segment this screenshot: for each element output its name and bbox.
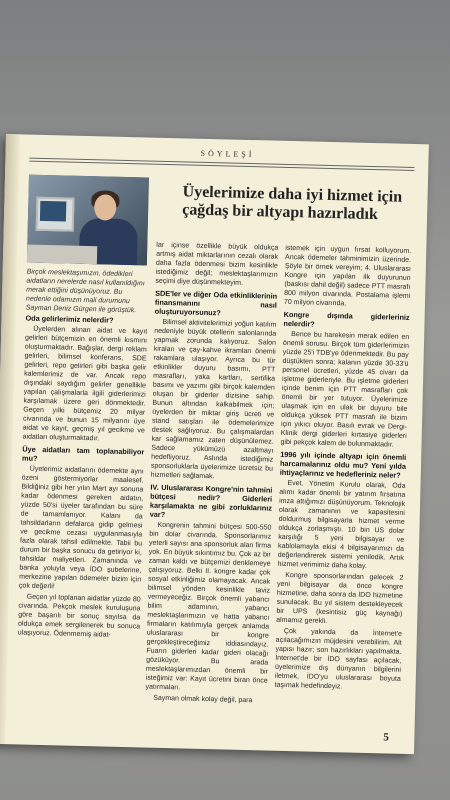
text-column-2 xyxy=(144,241,278,739)
answer-paragraph: Evet. Yönetim Kurulu olarak, Oda alımı kadar önemli bir yatırım fırsatına imza attığımızı düşünüyorum. Teknolojik olarak zamanının ve kapasitesini doldurmuş bilgisayarla hizmet verme oldukça zorlaşmıştı. 10 bin US dolar karşılığı 5 yeni bilgisayar ve kablolamayla ekisi 4 bilgisayarımızı da değerlendirerek sistemi yeniledik. Artık hizmet verimimiz daha kolay. xyxy=(277,479,406,570)
text-column-3 xyxy=(273,244,411,742)
answer-paragraph: Üyelerden alınan aidat ve kayıt gelirleri bütçemizin en önemli kısmını oluşturmaktadır. Bağışlar, dergi reklam gelirleri, bilimsel konferans, SDE gelirleri, repo gelirleri gibi başka gelir kalemlerimiz de var. Ancak repo dışındaki saydığım gelirler genellikle yapılan çalışmalarla ilgili giderlerimizi karşılamak üzere geri dönmektedir. Geçen yılki bütçemiz 20 milyar civarında ve bunun 15 milyarını üye aidat ve kayıt, geçmiş yıl gecikme ve aidatları oluşturmaktadır. xyxy=(22,325,148,443)
section-label: SÖYLEŞİ xyxy=(200,148,255,160)
answer-paragraph: Üyelerimiz aidatlarını ödemekte aynı özeni göstermiyorlar maalesef. Bildiğiniz gibi her yılın Mart ayı sonuna kadar ödenmesi gereken aidatın, yüzde 50'si üyeler tarafından bu süre de tamamlanıyor. Kalanı da tahsildarların defalarca gidip gelmesi ve gecikme cezası uygulanmasıyla fazla olarak tahsil edilmekte. Tabii bu durum bir başka sonucu da getiriyor ki, tahsildar maliyetleri. Zamanında ve banka yoluyla veya İDO şubelerine, merkezine yapılan ödemeler bizim için çok değerli! xyxy=(18,465,144,591)
question-heading: Kongre dışında giderleriniz nelerdir? xyxy=(283,309,410,329)
answer-paragraph: lar içinse özellikle büyük oldukça artmış aidat miktarlarının cezalı olarak daha fazla ödenmesi bizim kesinlikle istediğimiz değil; meslektaşlarımızın seçimi diye düşünmekteyim. xyxy=(155,241,279,287)
question-heading: 1996 yılı içinde altyapı için önemli harcamalarınız oldu mu? Yeni yılda ihtiyaçlarınız ve hedefleriniz neler? xyxy=(279,449,407,480)
interview-photo xyxy=(27,175,149,266)
answer-paragraph: istemek için uygun fırsat kolluyorum. Ancak ödemeler tahminimizin üzerinde. Şöyle bir örnek vereyim; 4. Uluslararası Kongre için yapılan ilk duyurunun (baskısı dahil değil) sadece PTT masrafı 800 milyon civarında. Postalama işlemi 70 milyon civarında. xyxy=(283,244,412,308)
answer-paragraph: Bence bu harekesin merak edilen en önemli sorusu. Birçok tüm giderlerimizin yüzde 25'i TDB'ye ödenmektedir. Bu pay düştükten sonra; kalanın yüzde 30-33'ü personel ücretleri, yüzde 45 civarı da işletme giderleriyle. Bu işletme giderleri içinde benim için PTT masrafları çok önemli bir yer tutuyor. Üyelerimize ulaşmak için en ulak bir duyuru bile oldukça yüksek PTT masrafı ile bizim için yıkıcı oluyor. Basılı evrak ve Dergi-Klinik dergi giderleri kırtasiye giderleri gibi pekçok kalem de bulunmaktadır. xyxy=(280,331,410,449)
answer-paragraph: Kongrenin tahmini bütçesi 500-550 bin dolar civarında. Sponsorlarımız yeterli sayısı ana sponsorluk alan firma yok. En büyük sıkıntımız bu. Çok az bir zaman kaldı ve bütçemizi denklemeye çalışıyoruz. Belki II. kongre kadar çok sosyal etkinliğimiz olamayacak. Ancak bilimsel yönden kesinlikle taviz vermeyeceğiz. Birçok önemli yabancı bilim adamının, yabancı meslektaşlarımızın ve hatta yabancı firmaların katılımıyla gerçek anlamda uluslararası bir kongre gerçekleştireceğimiz iddiasındayız. Fuarın giderleri kadar gideri olacağı gözüküyor. Bu arada meslektaşlarımızdan önemli bir isteğimiz var: Kayıt ücretini biran önce yatırmaları. xyxy=(145,521,272,692)
photo-caption: Birçok meslektaşımızın, ödedikleri aidatların nerelerde nasıl kullanıldığını merak ettiğini düşünüyoruz. Bu nedenle odamızın mali durumunu Sayman Deniz Gürgen ile görüştük. xyxy=(25,268,145,315)
answer-paragraph: Sayman olmak kolay değil, para xyxy=(153,694,253,705)
question-heading: Üye aidatları tam toplanabiliyor mu? xyxy=(21,444,145,463)
article-title: Üyelerimize daha iyi hizmet için çağdaş bir altyapı hazırladık xyxy=(181,183,403,224)
question-heading: Oda gelirlerimiz nelerdir? xyxy=(25,313,114,325)
question-heading: IV. Uluslararası Kongre'nin tahmini bütçesi nedir? Giderleri karşılamakta ne gibi zorluklarınız var? xyxy=(149,482,273,520)
magazine-page xyxy=(0,134,429,754)
answer-paragraph: Bilimsel aktivitelerimizi yoğun katılım nedeniyle büyük otellerin salonlarında yapmak zorunda kalıyoruz. Salon kiraları ve çay-kahve ikramları önemli rakamlara ulaşıyor. Ayrıca bu tür etkinlikler duyuru basımı, PTT masrafları, yaka kartları, sertifika basımı ve yazımı gibi birçok kalemden oluşan bir giderler dizisine sahip. Bunun altından kalkabilmek için; üyelerden bir miktar giriş ücreti ve stand satışları ile ödemelerimize destek sağlıyoruz. Bu çalışmalardan kar sağlamamız zaten düşünülemez. Sadece yükümüzü azaltmayı hedefliyoruz. Aslında istediğimiz sponsorluklarla üyelerimize ücretsiz bu hizmetleri sağlamak. xyxy=(150,318,277,481)
answer-paragraph: Kongre sponsorlarından gelecek 2 yeni bilgisayar da önce kongre hizmetine, daha sonra da İDO hizmetine sunulacak. Bu yıl sistem destekleyecek bir UPS (kesintisiz güç kaynağı) almamız gerekli. xyxy=(276,571,404,625)
question-heading: SDE'ler ve diğer Oda etkinliklerinin finansmanını nasıl oluşturuyorsunuz? xyxy=(154,288,278,318)
text-column-1 xyxy=(15,311,147,734)
answer-paragraph: Çok yakında da İnternet'e açılacağımızın müjdesini verebilirim. Alt yapısı hazır; son hazırlıkları yapılmakta. İnternet'de bir İDO sayfası açılacak, üyelerimize dış dünyanın bilgilerini iletmek, İDO'yu uluslararası boyuta taşımak hedefindeyiz. xyxy=(274,627,402,691)
answer-paragraph: Geçen yıl toplanan aidatlar yüzde 80 civarında. Pekçok meslek kuruluşuna göre başarılı bir sonuç sayılsa da oldukça emek sergilenerek bu sonuca ulaşıyoruz. Ödenmemiş aidat- xyxy=(17,593,141,639)
page-number: 5 xyxy=(383,731,390,744)
